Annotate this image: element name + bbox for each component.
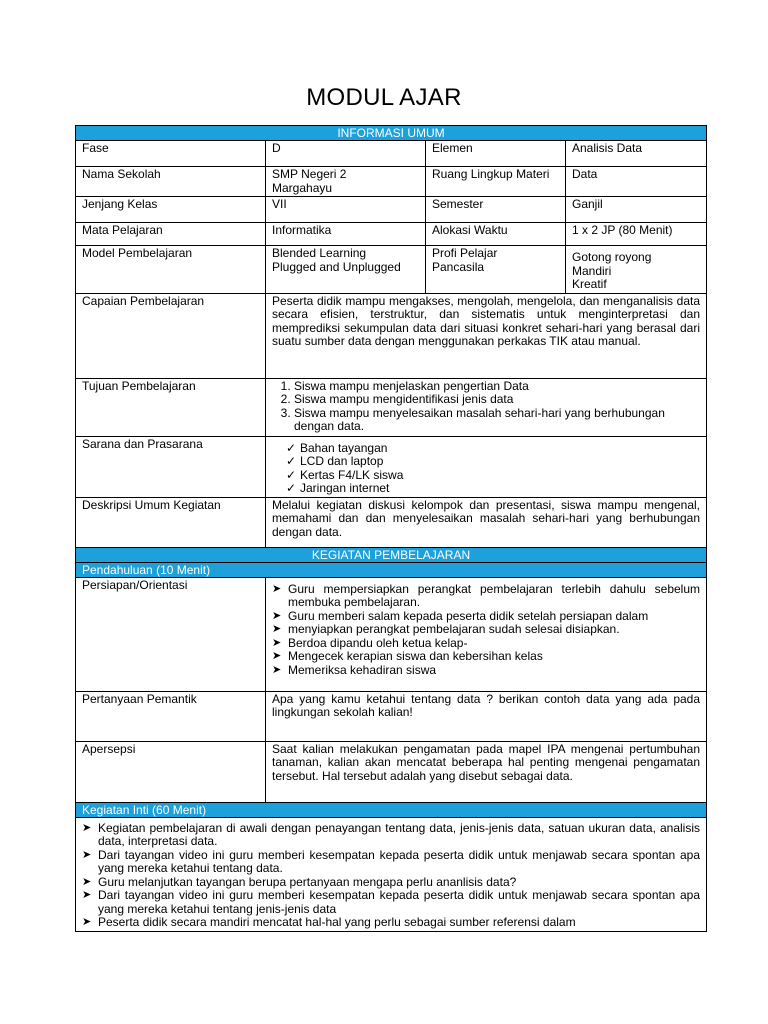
inti-row	[76, 802, 707, 817]
tujuan-item: 1. Siswa mampu menjelaskan pengertian Data	[294, 380, 700, 394]
row-tujuan	[76, 378, 707, 436]
row-capaian	[76, 293, 707, 378]
pendahuluan-header: Pendahuluan (10 Menit)	[76, 562, 707, 577]
row-apersepsi	[76, 741, 707, 802]
profil-label-line-2: Pancasila	[432, 259, 485, 274]
row-model	[76, 246, 707, 294]
sekolah-value-line-1: SMP Negeri 2	[272, 167, 347, 181]
fase-label: Fase	[76, 141, 266, 167]
row-mapel	[76, 223, 707, 246]
sarana-list-cell	[266, 436, 707, 497]
apersepsi-label: Apersepsi	[76, 741, 266, 802]
capaian-text: Peserta didik mampu mengakses, mengolah, mengelola, dan menganalisis data secara efisien, terstruktur, dan sistematis untuk menginterpretasi dan memprediksi sekumpulan data dari situasi konkret sehari-hari yang berasal dari suatu sumber data dengan menggunakan perkakas TIK atau manual.	[266, 293, 707, 378]
inti-item: ➤ Dari tayangan video ini guru memberi kesempatan kepada peserta didik untuk menjawab secara spontan apa yang mereka ketahui tentang jenis-jenis data	[82, 889, 700, 916]
pemantik-label: Pertanyaan Pemantik	[76, 691, 266, 741]
persiapan-item: ➤ Mengecek kerapian siswa dan kebersihan kelas	[272, 650, 700, 664]
alokasi-label: Alokasi Waktu	[426, 223, 566, 246]
profil-value-line-3: Kreatif	[572, 277, 607, 291]
profil-label	[426, 246, 566, 294]
sarana-list	[272, 442, 700, 496]
info-header: INFORMASI UMUM	[76, 126, 707, 141]
profil-label-line-1: Profi Pelajar	[432, 246, 498, 260]
deskripsi-label: Deskripsi Umum Kegiatan	[76, 497, 266, 547]
sarana-item: ✓ Jaringan internet	[286, 482, 700, 496]
pendahuluan-row	[76, 562, 707, 577]
mapel-value: Informatika	[266, 223, 426, 246]
kelas-value: VII	[266, 197, 426, 223]
apersepsi-text: Saat kalian melakukan pengamatan pada mapel IPA mengenai pertumbuhan tanaman, kalian akan mencatat beberapa hal penting mengenai pengamatan tersebut. Hal tersebut adalah yang disebut sebagai data.	[266, 741, 707, 802]
profil-value	[566, 246, 707, 294]
semester-label: Semester	[426, 197, 566, 223]
persiapan-list-cell	[266, 577, 707, 691]
model-value	[266, 246, 426, 294]
inti-list	[82, 822, 700, 930]
semester-value: Ganjil	[566, 197, 707, 223]
model-value-line-1: Blended Learning	[272, 246, 367, 260]
module-table	[75, 125, 707, 932]
row-sarana	[76, 436, 707, 497]
profil-value-line-2: Mandiri	[572, 263, 612, 278]
row-inti-list	[76, 817, 707, 931]
sarana-item: ✓ Kertas F4/LK siswa	[286, 469, 700, 483]
sekolah-value	[266, 167, 426, 197]
persiapan-item: ➤ Memeriksa kehadiran siswa	[272, 664, 700, 678]
model-value-line-2: Plugged and Unplugged	[272, 259, 401, 274]
row-fase	[76, 141, 707, 167]
lingkup-value: Data	[566, 167, 707, 197]
capaian-label: Capaian Pembelajaran	[76, 293, 266, 378]
lingkup-label: Ruang Lingkup Materi	[426, 167, 566, 197]
row-sekolah	[76, 167, 707, 197]
mapel-label: Mata Pelajaran	[76, 223, 266, 246]
persiapan-item: ➤ Berdoa dipandu oleh ketua kelap-	[272, 637, 700, 651]
persiapan-item: ➤ Guru mempersiapkan perangkat pembelajaran terlebih dahulu sebelum membuka pembelajaran.	[272, 583, 700, 610]
sekolah-label: Nama Sekolah	[76, 167, 266, 197]
persiapan-item: ➤ Guru memberi salam kepada peserta didik setelah persiapan dalam	[272, 610, 700, 624]
inti-item: ➤ Peserta didik secara mandiri mencatat hal-hal yang perlu sebagai sumber referensi dalam	[82, 916, 700, 930]
deskripsi-text: Melalui kegiatan diskusi kelompok dan presentasi, siswa mampu mengenal, memahami dan dan menyelesaikan masalah sehari-hari yang berhubungan dengan data.	[266, 497, 707, 547]
fase-value: D	[266, 141, 426, 167]
tujuan-list	[272, 380, 700, 434]
profil-value-line-1: Gotong royong	[572, 250, 652, 264]
persiapan-label: Persiapan/Orientasi	[76, 577, 266, 691]
elemen-value: Analisis Data	[566, 141, 707, 167]
persiapan-list	[272, 583, 700, 678]
inti-list-cell	[76, 817, 707, 931]
inti-item: ➤ Dari tayangan video ini guru memberi kesempatan kepada peserta didik untuk menjawab secara spontan apa yang mereka ketahui tentang data.	[82, 849, 700, 876]
inti-item: ➤ Kegiatan pembelajaran di awali dengan penayangan tentang data, jenis-jenis data, satuan ukuran data, analisis data, interpretasi data.	[82, 822, 700, 849]
row-pemantik	[76, 691, 707, 741]
tujuan-list-cell	[266, 378, 707, 436]
kelas-label: Jenjang Kelas	[76, 197, 266, 223]
sarana-item: ✓ LCD dan laptop	[286, 455, 700, 469]
info-header-row	[76, 126, 707, 141]
elemen-label: Elemen	[426, 141, 566, 167]
alokasi-value: 1 x 2 JP (80 Menit)	[566, 223, 707, 246]
row-deskripsi	[76, 497, 707, 547]
tujuan-label: Tujuan Pembelajaran	[76, 378, 266, 436]
row-kelas	[76, 197, 707, 223]
tujuan-item: 2. Siswa mampu mengidentifikasi jenis data	[294, 393, 700, 407]
row-persiapan	[76, 577, 707, 691]
model-label: Model Pembelajaran	[76, 246, 266, 294]
sekolah-value-line-2: Margahayu	[272, 180, 333, 195]
kegiatan-header: KEGIATAN PEMBELAJARAN	[76, 547, 707, 562]
sarana-label: Sarana dan Prasarana	[76, 436, 266, 497]
persiapan-item: ➤ menyiapkan perangkat pembelajaran sudah selesai disiapkan.	[272, 623, 700, 637]
inti-header: Kegiatan Inti (60 Menit)	[76, 802, 707, 817]
inti-item: ➤ Guru melanjutkan tayangan berupa pertanyaan mengapa perlu ananlisis data?	[82, 876, 700, 890]
kegiatan-header-row	[76, 547, 707, 562]
tujuan-item: 3. Siswa mampu menyelesaikan masalah sehari-hari yang berhubungan dengan data.	[294, 407, 700, 434]
sarana-item: ✓ Bahan tayangan	[286, 442, 700, 456]
document-title: MODUL AJAR	[306, 84, 462, 111]
pemantik-text: Apa yang kamu ketahui tentang data ? berikan contoh data yang ada pada lingkungan sekolah kalian!	[266, 691, 707, 741]
